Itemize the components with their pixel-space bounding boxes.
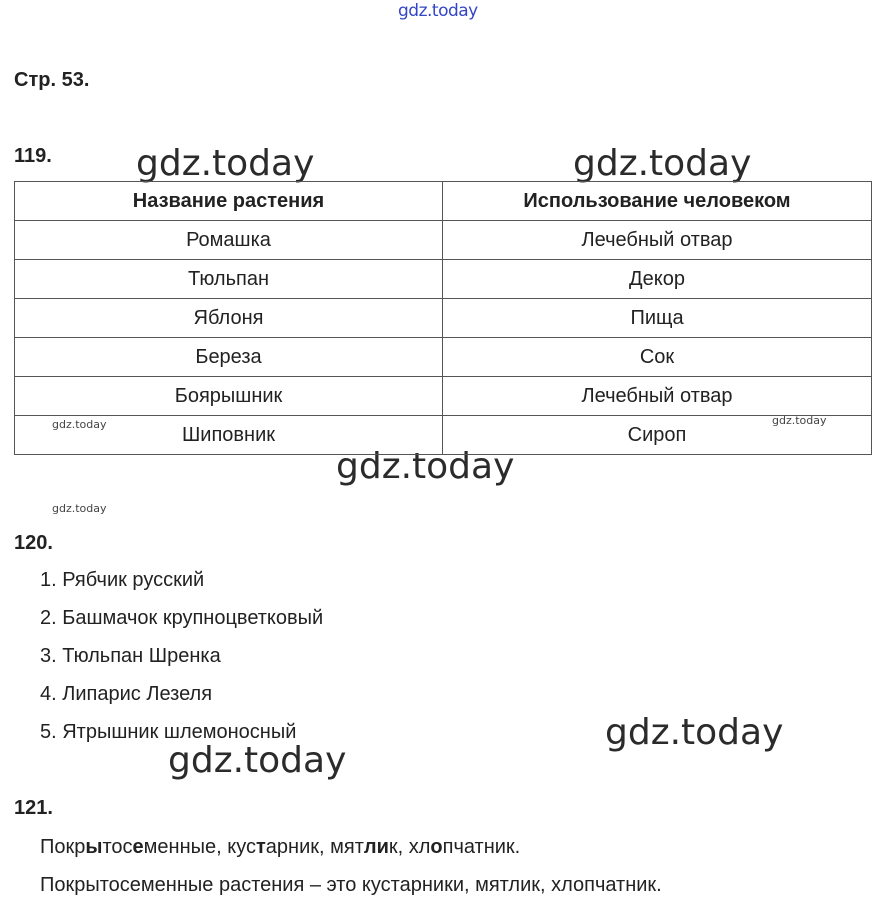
text-segment: менные, кус (143, 836, 256, 858)
plants-table (14, 181, 872, 455)
plant-usage-cell: Декор (443, 260, 872, 299)
watermark: gdz.today (136, 143, 315, 184)
task-number-120: 120. (14, 532, 53, 554)
plant-name-cell: Береза (15, 338, 443, 377)
table-row (15, 221, 872, 260)
text-segment: к, хл (388, 836, 431, 858)
watermark: gdz.today (336, 446, 515, 487)
emphasized-letters: е (132, 836, 144, 858)
page-title: Стр. 53. (14, 69, 90, 91)
table-header-row (15, 182, 872, 221)
plant-name-cell: Тюльпан (15, 260, 443, 299)
table-row (15, 299, 872, 338)
task-number-121: 121. (14, 797, 53, 819)
column-header-usage: Использование человеком (443, 182, 872, 221)
plant-name-cell: Шиповник (15, 416, 443, 455)
watermark-small: gdz.today (52, 418, 107, 431)
plant-usage-cell: Лечебный отвар (443, 221, 872, 260)
table-row (15, 416, 872, 455)
plant-usage-cell: Сироп (443, 416, 872, 455)
emphasized-letters: т (255, 836, 266, 858)
list-item: 3. Тюльпан Шренка (40, 645, 221, 667)
table-row (15, 260, 872, 299)
table-row (15, 377, 872, 416)
plant-name-cell: Боярышник (15, 377, 443, 416)
list-item: 2. Башмачок крупноцветковый (40, 607, 324, 629)
plant-name-cell: Ромашка (15, 221, 443, 260)
watermark-small: gdz.today (52, 502, 107, 515)
text-segment: тос (102, 836, 133, 858)
emphasized-letters: о (430, 836, 443, 858)
watermark: gdz.today (168, 740, 347, 781)
table-row (15, 338, 872, 377)
emphasized-letters: ы (85, 836, 103, 858)
answer-line-highlighted (40, 836, 520, 859)
watermark: gdz.today (605, 712, 784, 753)
plant-name-cell: Яблоня (15, 299, 443, 338)
answer-line-sentence: Покрытосеменные растения – это кустарники, мятлик, хлопчатник. (40, 874, 662, 896)
list-item: 4. Липарис Лезеля (40, 683, 213, 705)
text-segment: пчатник. (442, 836, 521, 858)
watermark: gdz.today (573, 143, 752, 184)
text-segment: Покр (40, 836, 86, 858)
column-header-plant: Название растения (15, 182, 443, 221)
plant-usage-cell: Лечебный отвар (443, 377, 872, 416)
task-number-119: 119. (14, 145, 52, 167)
watermark-small: gdz.today (772, 414, 827, 427)
text-segment: арник, мят (265, 836, 364, 858)
emphasized-letters: ли (363, 836, 389, 858)
list-item: 1. Рябчик русский (40, 569, 205, 591)
plant-usage-cell: Пища (443, 299, 872, 338)
watermark-top: gdz.today (398, 1, 478, 21)
plant-usage-cell: Сок (443, 338, 872, 377)
list-item: 5. Ятрышник шлемоносный (40, 721, 297, 743)
